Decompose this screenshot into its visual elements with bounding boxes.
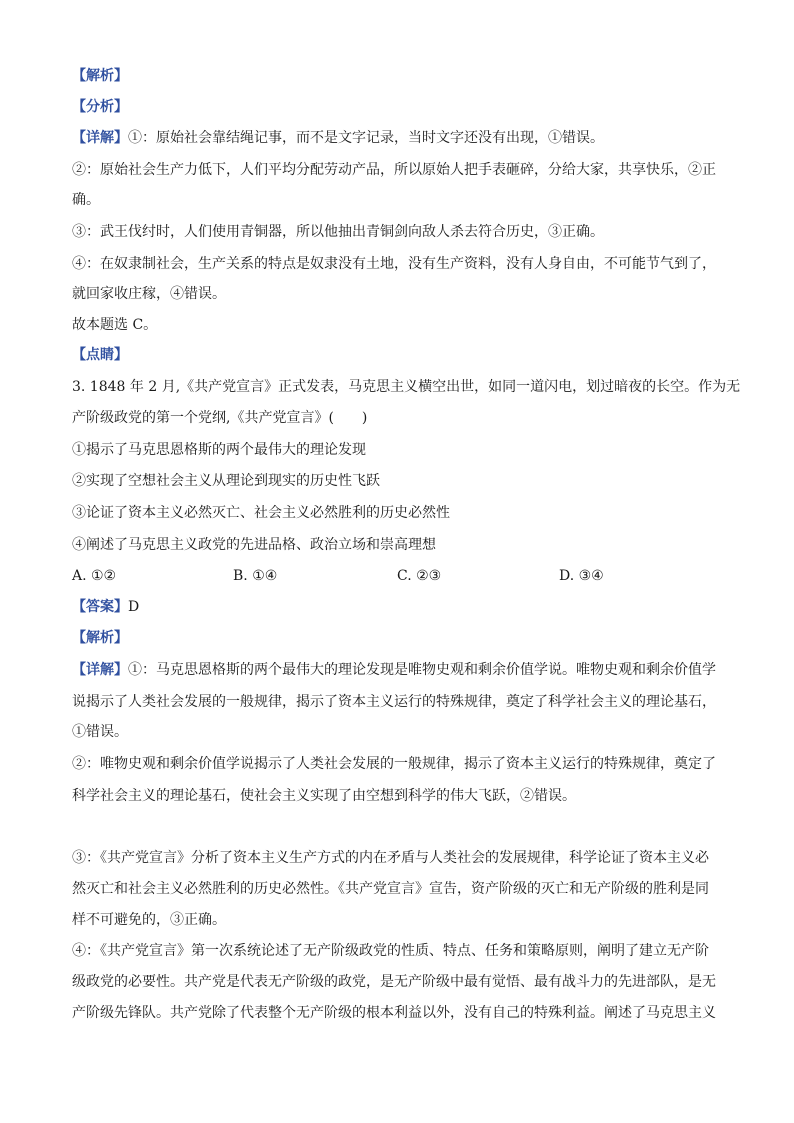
text-line: 样不可避免的，③正确。 xyxy=(72,912,226,928)
option-b: B. ①④ xyxy=(233,568,278,584)
text-line: 产阶级先锋队。共产党除了代表整个无产阶级的根本利益以外，没有自己的特殊利益。阐述了马克思主义 xyxy=(72,1005,716,1021)
analysis-heading: 【解析】 xyxy=(72,68,128,84)
conclusion-line: 故本题选 C。 xyxy=(72,317,158,333)
answer-line: 【答案】D xyxy=(72,599,140,615)
question-stem: 产阶级政党的第一个党纲,《共产党宣言》( ) xyxy=(72,410,368,426)
text-line: ③：《共产党宣言》分析了资本主义生产方式的内在矛盾与人类社会的发展规律，科学论证了资本主义必 xyxy=(72,850,709,866)
text-line: 然灭亡和社会主义必然胜利的历史必然性。《共产党宣言》宣告，资产阶级的灭亡和无产阶级的胜利是同 xyxy=(72,881,709,897)
text-line: ②：原始社会生产力低下，人们平均分配劳动产品，所以原始人把手表砸碎，分给大家，共享快乐，②正 xyxy=(72,162,716,178)
detail-line: 【详解】①：原始社会靠结绳记事，而不是文字记录，当时文字还没有出现，①错误。 xyxy=(72,130,604,146)
question-stem: 3. 1848 年 2 月,《共产党宣言》正式发表，马克思主义横空出世，如同一道闪电，划过暗夜的长空。作为无 xyxy=(72,379,741,395)
text-line: ④：在奴隶制社会，生产关系的特点是奴隶没有土地，没有生产资料，没有人身自由，不可能节气到了， xyxy=(72,256,716,272)
analysis-heading: 【解析】 xyxy=(72,630,128,646)
statement-item: ③论证了资本主义必然灭亡、社会主义必然胜利的历史必然性 xyxy=(72,505,450,521)
text-line: ②：唯物史观和剩余价值学说揭示了人类社会发展的一般规律，揭示了资本主义运行的特殊规律，奠定了 xyxy=(72,756,716,772)
text-line: 级政党的必要性。共产党是代表无产阶级的政党，是无产阶级中最有觉悟、最有战斗力的先进部队，是无 xyxy=(72,974,716,990)
statement-item: ②实现了空想社会主义从理论到现实的历史性飞跃 xyxy=(72,473,380,489)
text-line: 说揭示了人类社会发展的一般规律，揭示了资本主义运行的特殊规律，奠定了科学社会主义的理论基石， xyxy=(72,694,716,710)
option-d: D. ③④ xyxy=(559,568,604,584)
detail-line: 【详解】①：马克思恩格斯的两个最伟大的理论发现是唯物史观和剩余价值学说。唯物史观和剩余价值学 xyxy=(72,662,716,678)
text-line: 确。 xyxy=(72,192,100,208)
text-line: ①错误。 xyxy=(72,724,128,740)
text-line: 就回家收庄稼，④错误。 xyxy=(72,286,226,302)
statement-item: ①揭示了马克思恩格斯的两个最伟大的理论发现 xyxy=(72,442,366,458)
text-line: ③：武王伐纣时，人们使用青铜器，所以他抽出青铜剑向敌人杀去符合历史，③正确。 xyxy=(72,224,604,240)
remark-heading: 【点睛】 xyxy=(72,347,128,363)
text-line: 科学社会主义的理论基石，使社会主义实现了由空想到科学的伟大飞跃，②错误。 xyxy=(72,788,576,804)
text-line: ④：《共产党宣言》第一次系统论述了无产阶级政党的性质、特点、任务和策略原则，阐明了建立无产阶 xyxy=(72,943,709,959)
option-c: C. ②③ xyxy=(397,568,442,584)
breakdown-heading: 【分析】 xyxy=(72,99,128,115)
statement-item: ④阐述了马克思主义政党的先进品格、政治立场和崇高理想 xyxy=(72,537,436,553)
option-a: A. ①② xyxy=(72,568,117,584)
